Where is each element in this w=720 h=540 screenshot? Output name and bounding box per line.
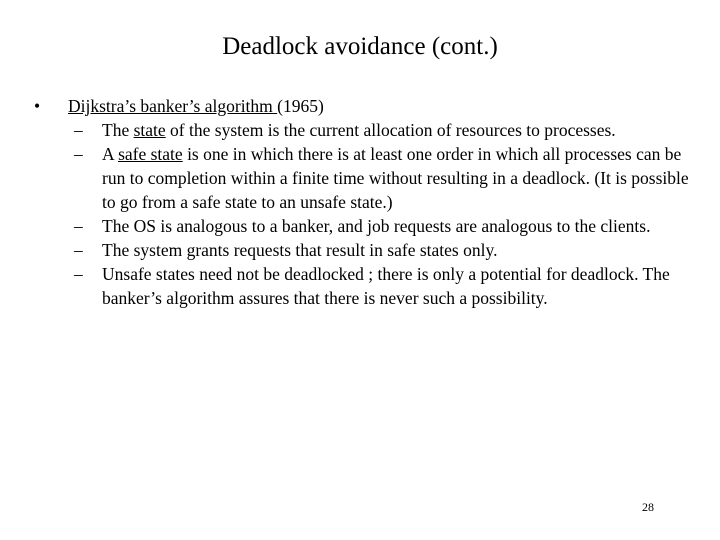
sub-bullet-text-pre: The <box>102 120 134 140</box>
dash-marker: – <box>74 144 83 164</box>
dash-marker: – <box>74 120 83 140</box>
sub-bullet-text-post: of the system is the current allocation of resources to processes. <box>165 120 616 140</box>
dash-marker: – <box>74 264 83 284</box>
sub-bullet-text-post: is one in which there is at least one order in which all processes can be run to completion within a finite time without resulting in a deadlock. (It is possible to go from a safe state to an unsafe state.) <box>102 144 689 212</box>
sub-bullet-state <box>34 118 694 142</box>
slide-title: Deadlock avoidance (cont.) <box>222 33 498 60</box>
page-number: 28 <box>642 500 654 514</box>
main-bullet-text: (1965) <box>277 96 324 116</box>
sub-bullet-text-pre: A <box>102 144 119 164</box>
dash-marker: – <box>74 216 83 236</box>
slide-body <box>34 94 694 310</box>
sub-bullet-safe-state <box>34 142 694 214</box>
sub-bullet-grants <box>34 238 694 262</box>
sub-bullet-text: The system grants requests that result in safe states only. <box>102 240 498 260</box>
sub-bullet-banker-analogy <box>34 214 694 238</box>
sub-bullet-text: Unsafe states need not be deadlocked ; there is only a potential for deadlock. The banker’s algorithm assures that there is never such a possibility. <box>102 264 670 308</box>
sub-bullet-term: safe state <box>118 144 183 164</box>
sub-bullet-text: The OS is analogous to a banker, and job requests are analogous to the clients. <box>102 216 651 236</box>
main-bullet <box>34 94 694 118</box>
sub-bullet-unsafe-states <box>34 262 694 310</box>
bullet-marker: • <box>34 96 41 116</box>
sub-bullet-term: state <box>133 120 166 140</box>
dash-marker: – <box>74 240 83 260</box>
main-bullet-term: Dijkstra’s banker’s algorithm <box>68 96 278 116</box>
